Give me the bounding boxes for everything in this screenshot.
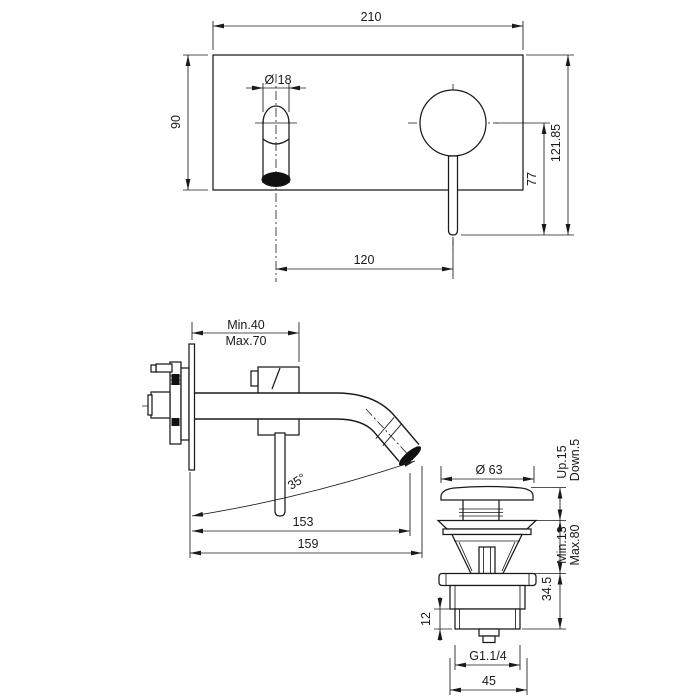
dim-handle-drop-label: 77 (525, 172, 539, 186)
drain-cap (441, 487, 533, 501)
dim-plate-height-label: 90 (169, 115, 183, 129)
drain-thread (455, 609, 520, 629)
dim-cap-up-label: Up.15 (555, 445, 569, 479)
dim-thread-size (455, 645, 520, 670)
dim-wall-depth (192, 318, 299, 362)
dim-cap-diameter-label: Ø 63 (475, 463, 503, 477)
front-view (169, 10, 574, 282)
handle-knob (420, 90, 486, 156)
side-view (142, 318, 424, 558)
side-wall-plate (189, 344, 195, 470)
dim-overall-height-label: 121.85 (549, 123, 563, 163)
dim-cap-down-label: Down.5 (568, 438, 582, 482)
drain-nub (479, 629, 499, 643)
dim-spout-angle-label: 35° (285, 470, 309, 493)
dim-wall-depth-min-label: Min.40 (227, 318, 265, 332)
drain-view (419, 439, 582, 695)
dim-cap-diameter (441, 463, 534, 483)
dim-plate-height (169, 55, 208, 190)
spout-outlet (262, 172, 291, 187)
drain-disc (439, 574, 536, 586)
dim-plate-width-label: 210 (360, 10, 382, 24)
dim-drain-width (450, 658, 527, 695)
dim-spout-reach-label: 153 (292, 515, 314, 529)
dim-thread-height-label: 12 (419, 612, 433, 626)
dim-center-distance (276, 239, 453, 279)
side-handle-lever (275, 433, 285, 516)
dim-clamp-min-label: Min.13 (555, 526, 569, 564)
drain-clamp (452, 535, 522, 574)
handle-lever (449, 156, 458, 235)
dim-clamp-max-label: Max.80 (568, 524, 582, 566)
drain-flange (438, 521, 536, 535)
dim-thread-size-label: G1.1/4 (469, 649, 507, 663)
dim-thread-height (419, 597, 452, 641)
dim-drain-width-label: 45 (482, 674, 496, 688)
side-spout (189, 406, 424, 469)
drain-body (450, 586, 525, 610)
dim-spout-diameter-label: Ø 18 (264, 73, 292, 87)
dim-center-distance-label: 120 (353, 253, 375, 267)
dim-plate-width (213, 10, 523, 50)
wall-bracket (148, 362, 189, 444)
dim-spout-reach-total-label: 159 (297, 537, 319, 551)
dim-spout-angle (192, 461, 415, 516)
bracket-nut (151, 392, 170, 418)
dim-body-height-label: 34.5 (540, 576, 554, 602)
drain-stem (459, 500, 503, 520)
dim-wall-depth-max-label: Max.70 (225, 334, 267, 348)
bracket-screw (156, 364, 172, 372)
dim-overall-height (526, 55, 574, 235)
